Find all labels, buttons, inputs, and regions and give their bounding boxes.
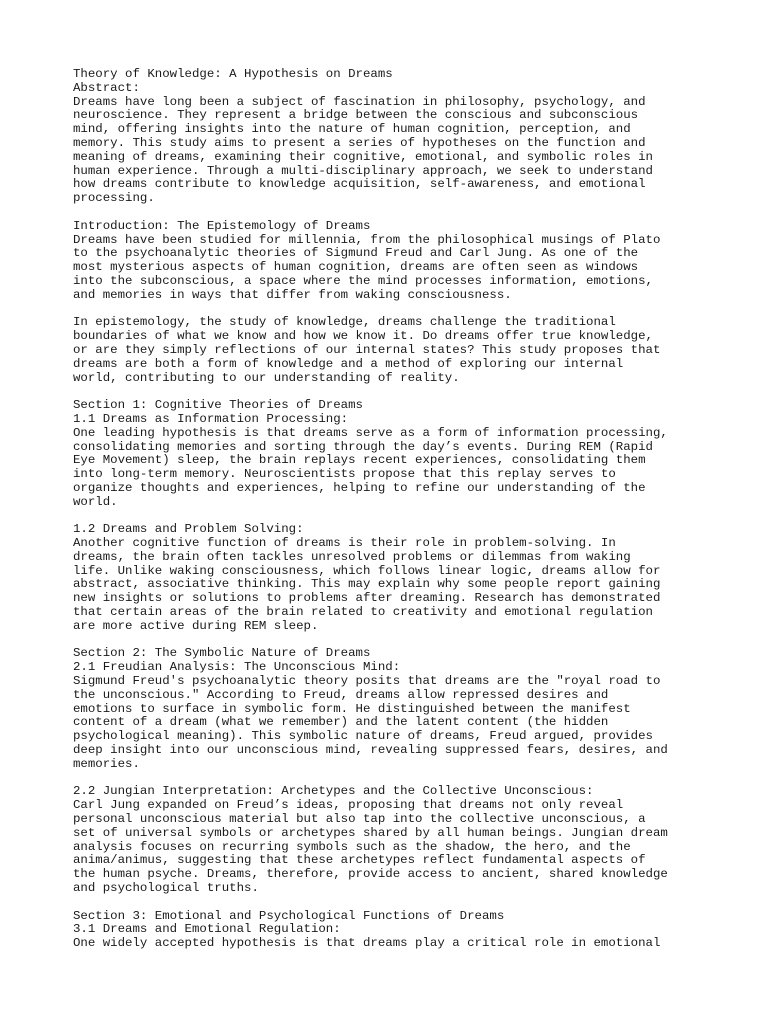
paragraph-gap (73, 772, 713, 786)
text-line: anima/animus, suggesting that these archetypes reflect fundamental aspects of (73, 853, 646, 868)
text-line: world, contributing to our understanding of reality. (73, 370, 460, 385)
text-line: Section 3: Emotional and Psychological Functions of Dreams (73, 908, 505, 923)
document-page (73, 68, 713, 951)
abstract-paragraph (73, 96, 713, 206)
text-line: Dreams have been studied for millennia, from the philosophical musings of Plato (73, 232, 661, 247)
text-line: psychological meaning). This symbolic nature of dreams, Freud argued, provides (73, 729, 653, 744)
text-line: Abstract: (73, 80, 140, 95)
text-line: 1.1 Dreams as Information Processing: (73, 411, 349, 426)
paragraph-gap (73, 510, 713, 524)
subsection-2-1-paragraph (73, 675, 713, 772)
text-line: Introduction: The Epistemology of Dreams (73, 218, 371, 233)
text-line: One widely accepted hypothesis is that dreams play a critical role in emotional (73, 936, 661, 951)
text-line: Eye Movement) sleep, the brain replays recent experiences, consolidating them (73, 453, 646, 468)
text-line: life. Unlike waking consciousness, which follows linear logic, dreams allow for (73, 563, 661, 578)
text-line: the human psyche. Dreams, therefore, provide access to ancient, shared knowledge (73, 867, 668, 882)
text-line: mind, offering insights into the nature of human cognition, perception, and (73, 122, 631, 137)
paragraph-gap (73, 303, 713, 317)
text-line: Section 1: Cognitive Theories of Dreams (73, 398, 363, 413)
text-line: One leading hypothesis is that dreams serve as a form of information processing, (73, 425, 668, 440)
text-line: and psychological truths. (73, 881, 259, 896)
section-3-heading (73, 910, 713, 924)
text-line: deep insight into our unconscious mind, revealing suppressed fears, desires, and (73, 743, 668, 758)
section-1-heading (73, 399, 713, 413)
text-line: processing. (73, 191, 155, 206)
text-line: that certain areas of the brain related to creativity and emotional regulation (73, 605, 653, 620)
text-line: Sigmund Freud's psychoanalytic theory posits that dreams are the "royal road to (73, 674, 661, 689)
text-line: boundaries of what we know and how we know it. Do dreams offer true knowledge, (73, 329, 653, 344)
text-line: dreams are both a form of knowledge and a method of exploring our internal (73, 356, 624, 371)
introduction-paragraph-1 (73, 234, 713, 303)
text-line: Theory of Knowledge: A Hypothesis on Dreams (73, 67, 393, 81)
text-line: most mysterious aspects of human cognition, dreams are often seen as windows (73, 260, 639, 275)
text-line: or are they simply reflections of our internal states? This study proposes that (73, 342, 661, 357)
text-line: 2.1 Freudian Analysis: The Unconscious Mind: (73, 660, 401, 675)
subsection-1-1-heading (73, 413, 713, 427)
paragraph-gap (73, 634, 713, 648)
text-line: abstract, associative thinking. This may explain why some people report gaining (73, 577, 661, 592)
section-2-heading (73, 647, 713, 661)
text-line: dreams, the brain often tackles unresolved problems or dilemmas from waking (73, 549, 631, 564)
subsection-3-1-paragraph (73, 937, 713, 951)
text-line: set of universal symbols or archetypes shared by all human beings. Jungian dream (73, 825, 668, 840)
introduction-heading (73, 220, 713, 234)
text-line: personal unconscious material but also tap into the collective unconscious, a (73, 812, 646, 827)
text-line: content of a dream (what we remember) and the latent content (the hidden (73, 715, 609, 730)
text-line: 3.1 Dreams and Emotional Regulation: (73, 922, 341, 937)
text-line: how dreams contribute to knowledge acquisition, self-awareness, and emotional (73, 177, 646, 192)
text-line: In epistemology, the study of knowledge, dreams challenge the traditional (73, 315, 616, 330)
subsection-1-1-paragraph (73, 427, 713, 510)
text-line: the unconscious." According to Freud, dreams allow repressed desires and (73, 687, 609, 702)
text-line: meaning of dreams, examining their cognitive, emotional, and symbolic roles in (73, 149, 653, 164)
text-line: consolidating memories and sorting through the day’s events. During REM (Rapid (73, 439, 653, 454)
text-line: new insights or solutions to problems after dreaming. Research has demonstrated (73, 591, 661, 606)
text-line: analysis focuses on recurring symbols such as the shadow, the hero, and the (73, 839, 631, 854)
text-line: memory. This study aims to present a series of hypotheses on the function and (73, 135, 646, 150)
subsection-2-1-heading (73, 661, 713, 675)
text-line: organize thoughts and experiences, helping to refine our understanding of the (73, 480, 646, 495)
paragraph-gap (73, 206, 713, 220)
document-title (73, 68, 713, 82)
text-line: human experience. Through a multi-disciplinary approach, we seek to understand (73, 163, 653, 178)
subsection-1-2-paragraph (73, 537, 713, 634)
text-line: and memories in ways that differ from waking consciousness. (73, 287, 512, 302)
subsection-1-2-heading (73, 523, 713, 537)
subsection-3-1-heading (73, 923, 713, 937)
text-line: 2.2 Jungian Interpretation: Archetypes and the Collective Unconscious: (73, 784, 594, 799)
abstract-heading (73, 82, 713, 96)
text-line: world. (73, 494, 118, 509)
subsection-2-2-heading (73, 785, 713, 799)
text-line: into the subconscious, a space where the mind processes information, emotions, (73, 273, 653, 288)
subsection-2-2-paragraph (73, 799, 713, 896)
text-line: memories. (73, 756, 140, 771)
text-line: into long-term memory. Neuroscientists propose that this replay serves to (73, 467, 616, 482)
introduction-paragraph-2 (73, 316, 713, 385)
text-line: Another cognitive function of dreams is their role in problem-solving. In (73, 536, 616, 551)
text-line: Dreams have long been a subject of fascination in philosophy, psychology, and (73, 94, 646, 109)
paragraph-gap (73, 896, 713, 910)
text-line: 1.2 Dreams and Problem Solving: (73, 522, 304, 537)
text-line: emotions to surface in symbolic form. He distinguished between the manifest (73, 701, 631, 716)
text-line: neuroscience. They represent a bridge between the conscious and subconscious (73, 108, 639, 123)
text-line: Section 2: The Symbolic Nature of Dreams (73, 646, 371, 661)
text-line: are more active during REM sleep. (73, 618, 319, 633)
text-line: to the psychoanalytic theories of Sigmund Freud and Carl Jung. As one of the (73, 246, 639, 261)
paragraph-gap (73, 385, 713, 399)
text-line: Carl Jung expanded on Freud’s ideas, proposing that dreams not only reveal (73, 798, 624, 813)
